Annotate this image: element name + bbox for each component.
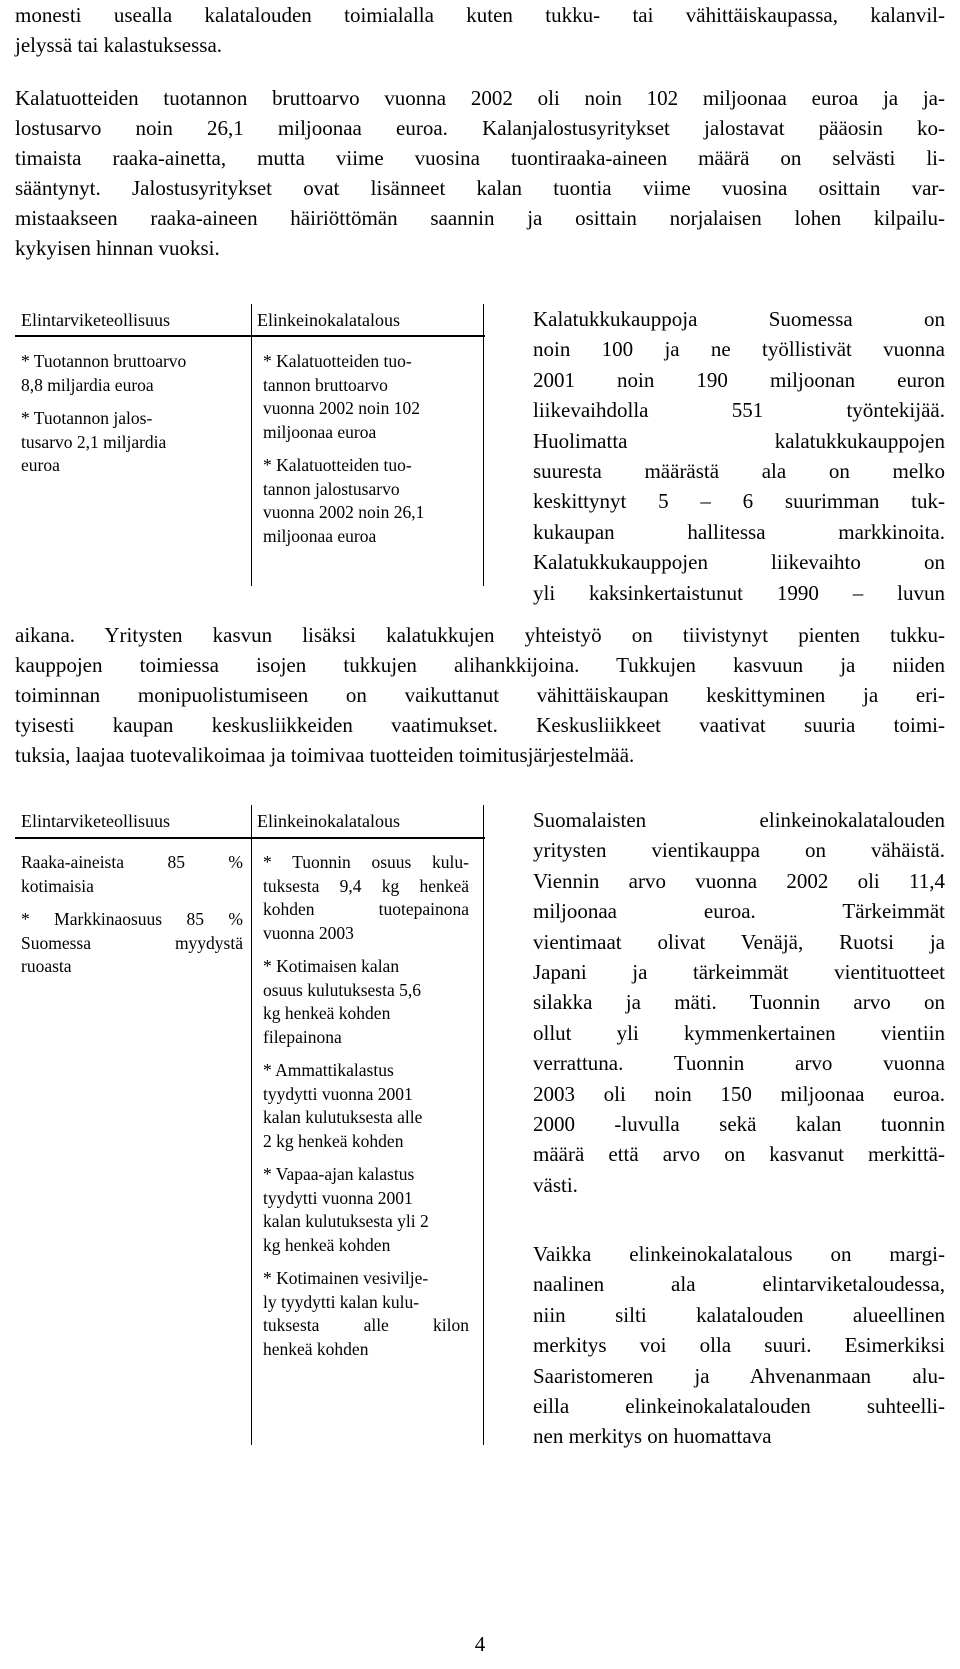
wholesale-continuation-paragraph bbox=[15, 620, 945, 770]
text-line: noin 100 ja ne työllistivät vuonna bbox=[533, 337, 945, 362]
text-line: eilla elinkeinokalatalouden suhteelli- bbox=[533, 1394, 945, 1419]
text-line: monesti usealla kalatalouden toimialalla kuten tukku- tai vähittäiskaupassa, kalanvil- bbox=[15, 3, 945, 27]
text-line: yritysten vientikauppa on vähäistä. bbox=[533, 838, 945, 863]
table-cell bbox=[251, 831, 483, 1361]
text-line: miljoonaa euroa. Tärkeimmät bbox=[533, 899, 945, 924]
text-line: kauppojen toimiessa isojen tukkujen alihankkijoina. Tukkujen kasvuun ja niiden bbox=[15, 653, 945, 677]
cell-item: * Tuotannon bruttoarvo 8,8 miljardia euroa bbox=[21, 351, 187, 395]
text-line: Japani ja tärkeimmät vientituotteet bbox=[533, 960, 945, 985]
intro-paragraph bbox=[15, 0, 945, 60]
cell-item: * Ammattikalastus tyydytti vuonna 2001 kalan kulutuksesta alle 2 kg henkeä kohden bbox=[263, 1060, 423, 1151]
wholesale-paragraph bbox=[533, 304, 945, 608]
table-cell bbox=[15, 330, 251, 478]
cell-item: * Kalatuotteiden tuo- tannon bruttoarvo vuonna 2002 noin 102 miljoonaa euroa bbox=[263, 351, 421, 442]
column-header: Elintarviketeollisuus bbox=[21, 310, 170, 330]
text-line: 2001 noin 190 miljoonan euron bbox=[533, 367, 945, 392]
text-line: Saaristomeren ja Ahvenanmaan alu- bbox=[533, 1363, 945, 1388]
text-line: Suomalaisten elinkeinokalatalouden bbox=[533, 808, 945, 832]
cell-item: * Kalatuotteiden tuo- tannon jalostusarvo vuonna 2002 noin 26,1 miljoonaa euroa bbox=[263, 455, 425, 546]
text-line: lostusarvo noin 26,1 miljoonaa euroa. Kalanjalostusyritykset jalostavat pääosin ko- bbox=[15, 116, 945, 140]
table-header-divider bbox=[15, 335, 485, 337]
regional-significance-paragraph bbox=[533, 1239, 945, 1452]
text-line: Viennin arvo vuonna 2002 oli 11,4 bbox=[533, 868, 945, 893]
text-line: niin silti kalatalouden alueellinen bbox=[533, 1302, 945, 1327]
cell-item: * Kotimaisen kalan osuus kulutuksesta 5,6 kg henkeä kohden filepainona bbox=[263, 956, 421, 1047]
text-line: merkitys voi olla suuri. Esimerkiksi bbox=[533, 1333, 945, 1358]
cell-item: * Vapaa-ajan kalastus tyydytti vuonna 2001 kalan kulutuksesta yli 2 kg henkeä kohden bbox=[263, 1164, 429, 1255]
cell-item: * Kotimainen vesivilje- ly tyydytti kalan kulu- tuksesta alle kilon henkeä kohden bbox=[263, 1268, 469, 1359]
text-line: toiminnan monipuolistumiseen on vaikuttanut vähittäiskaupan keskittyminen ja eri- bbox=[15, 683, 945, 707]
column-header: Elintarviketeollisuus bbox=[21, 811, 170, 831]
cell-item: * Markkinaosuus 85 % Suomessa myydystä ruoasta bbox=[21, 909, 243, 976]
text-line: liikevaihdolla 551 työntekijää. bbox=[533, 398, 945, 423]
text-line: kukaupan hallitessa markkinoita. bbox=[533, 519, 945, 544]
text-line: naalinen ala elintarviketaloudessa, bbox=[533, 1272, 945, 1297]
text-line: silakka ja mäti. Tuonnin arvo on bbox=[533, 990, 945, 1015]
text-line: verrattuna. Tuonnin arvo vuonna bbox=[533, 1051, 945, 1076]
text-line: määrä että arvo on kasvanut merkittä- bbox=[533, 1142, 945, 1167]
text-line: Huolimatta kalatukkukauppojen bbox=[533, 428, 945, 453]
text-line: yli kaksinkertaistunut 1990 – luvun bbox=[533, 580, 945, 605]
text-line: ollut yli kymmenkertainen vientiin bbox=[533, 1020, 945, 1045]
text-line: mistaakseen raaka-aineen häiriöttömän saannin ja osittain norjalaisen lohen kilpailu- bbox=[15, 206, 945, 230]
column-header: Elinkeinokalatalous bbox=[257, 310, 400, 330]
production-paragraph bbox=[15, 83, 945, 263]
text-line: Kalatukkukauppoja Suomessa on bbox=[533, 307, 945, 331]
export-paragraph bbox=[533, 805, 945, 1200]
text-line: Vaikka elinkeinokalatalous on margi- bbox=[533, 1242, 945, 1266]
table-column-fisheries bbox=[251, 805, 484, 1445]
text-line: aikana. Yritysten kasvun lisäksi kalatukkujen yhteistyö on tiivistynyt pienten tukku- bbox=[15, 623, 945, 647]
table-cell bbox=[15, 831, 251, 979]
page-number: 4 bbox=[474, 1632, 486, 1656]
table-column-food-industry bbox=[15, 805, 252, 1445]
text-line: tyisesti kaupan keskusliikkeiden vaatimukset. Keskusliikkeet vaativat suuria toimi- bbox=[15, 713, 945, 737]
text-line: vientimaat olivat Venäjä, Ruotsi ja bbox=[533, 929, 945, 954]
text-line: keskittynyt 5 – 6 suurimman tuk- bbox=[533, 489, 945, 514]
text-line: nen merkitys on huomattava bbox=[533, 1424, 772, 1449]
text-line: timaista raaka-ainetta, mutta viime vuosina tuontiraaka-aineen määrä on selvästi li- bbox=[15, 146, 945, 170]
cell-item: Raaka-aineista 85 % kotimaisia bbox=[21, 852, 243, 896]
text-line: kykyisen hinnan vuoksi. bbox=[15, 236, 220, 260]
cell-item: * Tuotannon jalos- tusarvo 2,1 miljardia euroa bbox=[21, 408, 167, 475]
text-line: tuksia, laajaa tuotevalikoimaa ja toimivaa tuotteiden toimitusjärjestelmää. bbox=[15, 743, 635, 767]
cell-item: * Tuonnin osuus kulu- tuksesta 9,4 kg henkeä kohden tuotepainona vuonna 2003 bbox=[263, 852, 469, 943]
comparison-table-production bbox=[15, 304, 485, 586]
column-header: Elinkeinokalatalous bbox=[257, 811, 400, 831]
comparison-table-trade bbox=[15, 805, 485, 1445]
table-column-food-industry bbox=[15, 304, 252, 586]
text-line: sääntynyt. Jalostusyritykset ovat lisänneet kalan tuontia viime vuosina osittain var- bbox=[15, 176, 945, 200]
table-column-fisheries bbox=[251, 304, 484, 586]
text-line: västi. bbox=[533, 1172, 578, 1197]
text-line: Kalatuotteiden tuotannon bruttoarvo vuonna 2002 oli noin 102 miljoonaa euroa ja ja- bbox=[15, 86, 945, 110]
text-line: suuresta määrästä ala on melko bbox=[533, 459, 945, 484]
table-cell bbox=[251, 330, 483, 548]
table-header-divider bbox=[15, 837, 485, 839]
text-line: 2003 oli noin 150 miljoonaa euroa. bbox=[533, 1081, 945, 1106]
text-line: Kalatukkukauppojen liikevaihto on bbox=[533, 550, 945, 575]
text-line: jelyssä tai kalastuksessa. bbox=[15, 33, 223, 57]
text-line: 2000 -luvulla sekä kalan tuonnin bbox=[533, 1112, 945, 1137]
